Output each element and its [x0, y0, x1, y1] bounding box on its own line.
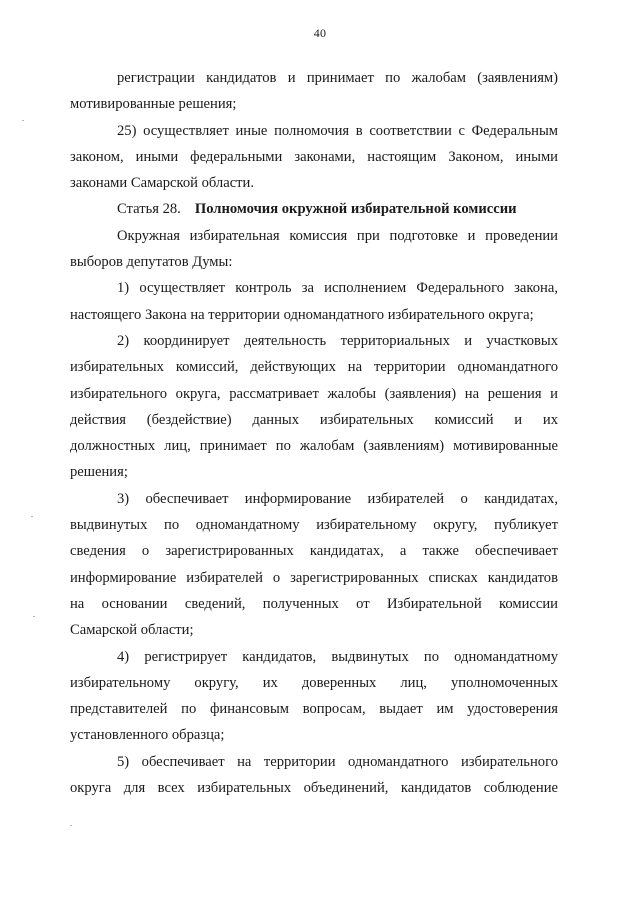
text-line: 5) обеспечивает на территории одномандатного избирательного — [117, 753, 558, 770]
paragraph — [70, 65, 558, 118]
scan-speck — [31, 516, 33, 517]
text-line: избирательных комиссий, действующих на территории одномандатного — [70, 359, 558, 376]
text-line: должностных лиц, принимает по жалобам (заявлениям) мотивированные — [70, 438, 558, 455]
page-number: 40 — [313, 26, 327, 40]
paragraph — [70, 275, 558, 328]
text-line: 2) координирует деятельность территориальных и участковых — [117, 332, 558, 349]
text-line: сведения о зарегистрированных кандидатах, а также обеспечивает — [70, 543, 558, 560]
document-body — [70, 65, 558, 801]
text-line: законом, иными федеральными законами, настоящим Законом, иными — [70, 148, 558, 165]
text-line: округа для всех избирательных объединений, кандидатов соблюдение — [70, 780, 558, 797]
paragraph — [70, 749, 558, 802]
paragraph — [70, 644, 558, 749]
text-line: мотивированные решения; — [70, 96, 237, 113]
article-title: Полномочия окружной избирательной комиссии — [194, 201, 517, 218]
text-line: регистрации кандидатов и принимает по жалобам (заявлениям) — [117, 70, 558, 86]
text-line: 1) осуществляет контроль за исполнением Федерального закона, — [117, 280, 558, 297]
scan-speck — [70, 825, 72, 826]
text-line: представителей по финансовым вопросам, выдает им удостоверения — [70, 701, 558, 718]
text-line: на основании сведений, полученных от Избирательной комиссии — [70, 595, 558, 612]
text-line: избирательного округа, рассматривает жалобы (заявления) на решения и — [70, 385, 558, 402]
text-line: установленного образца; — [70, 727, 225, 744]
text-line: Окружная избирательная комиссия при подготовке и проведении — [117, 227, 558, 244]
text-line: 4) регистрирует кандидатов, выдвинутых по одномандатному — [117, 648, 558, 665]
text-line: Самарской области; — [70, 622, 194, 639]
text-line: выдвинутых по одномандатному избирательному округу, публикует — [70, 517, 558, 534]
text-line: законами Самарской области. — [70, 175, 255, 192]
text-line: решения; — [70, 464, 128, 481]
text-line: избирательному округу, их доверенных лиц, уполномоченных — [70, 674, 558, 691]
text-line: действия (бездействие) данных избирательных комиссий и их — [70, 411, 558, 428]
article-heading — [70, 196, 558, 222]
paragraph — [70, 223, 558, 276]
paragraph — [70, 118, 558, 197]
article-number: Статья 28. — [117, 201, 181, 218]
text-line: 3) обеспечивает информирование избирателей о кандидатах, — [117, 490, 558, 507]
text-line: 25) осуществляет иные полномочия в соответствии с Федеральным — [117, 122, 558, 139]
paragraph — [70, 486, 558, 644]
paragraph — [70, 328, 558, 486]
scan-speck — [22, 120, 24, 121]
text-line: информирование избирателей о зарегистрированных списках кандидатов — [70, 569, 558, 586]
text-line: настоящего Закона на территории одномандатного избирательного округа; — [70, 306, 534, 323]
scan-speck — [33, 616, 35, 617]
text-line: выборов депутатов Думы: — [70, 254, 233, 271]
